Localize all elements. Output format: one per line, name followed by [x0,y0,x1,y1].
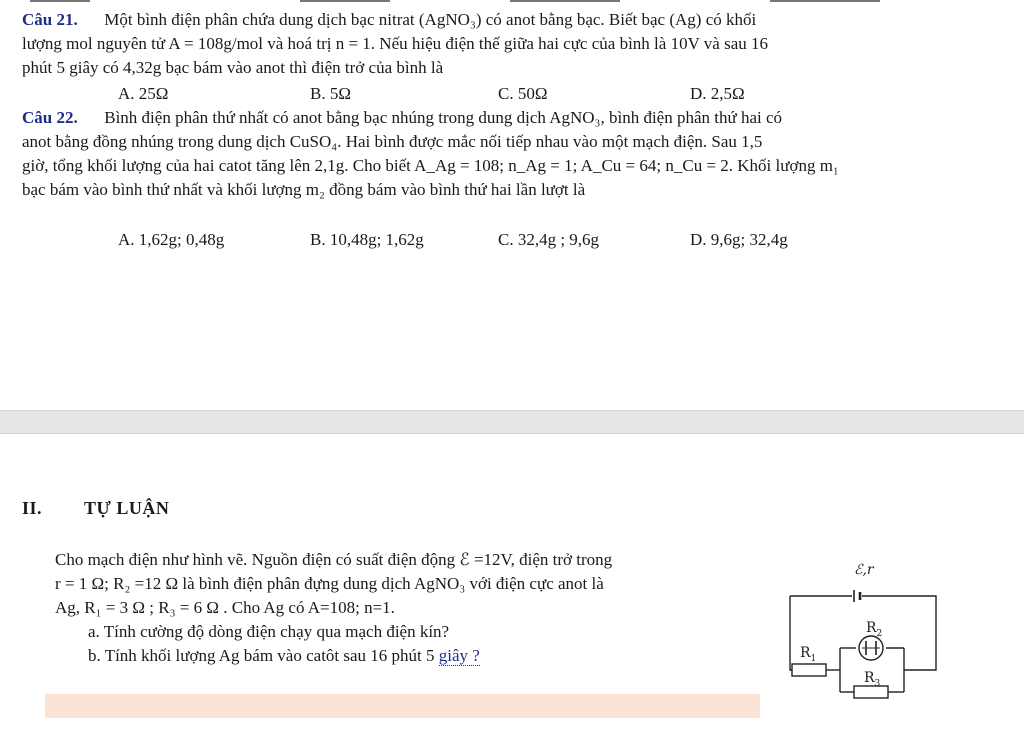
essay-part-b-text: b. Tính khối lượng Ag bám vào catôt sau 16 phút 5 [88,646,439,665]
q21-option-b: B. 5Ω [310,84,351,103]
r1-label: $R_1$ [800,645,817,664]
circuit-diagram [770,552,950,712]
q21-text-line1: Một bình điện phân chứa dung dịch bạc nitrat (AgNO₃) có anot bằng bạc. Biết bạc (Ag) có khối [104,10,757,29]
cropped-previous-row [0,0,1024,4]
essay-line2: r = 1 Ω; R₂ =12 Ω là bình điện phân đựng dung dịch AgNO₃ với điện cực anot là [55,574,604,593]
r2-label: $R_2$ [866,620,883,639]
q22-line2: anot bằng đồng nhúng trong dung dịch CuSO₄. Hai bình được mắc nối tiếp nhau vào một mạch điện. Sau 1,5 [22,132,763,151]
q22-line1 [22,108,782,128]
r3-label: $R_3$ [864,670,881,689]
wire-left [790,596,792,670]
section-heading [22,498,169,519]
essay-line1: Cho mạch điện như hình vẽ. Nguồn điện có suất điện động ℰ =12V, điện trở trong [55,550,613,569]
page-break-band [0,410,1024,434]
section-title: TỰ LUẬN [84,498,170,518]
essay-part-b [88,646,480,666]
q22-line4: bạc bám vào bình thứ nhất và khối lượng m₂ đồng bám vào bình thứ hai lần lượt là [22,180,586,199]
electrolytic-cell-icon [859,636,883,660]
q21-option-c: C. 50Ω [498,84,548,103]
q22-line3: giờ, tổng khối lượng của hai catot tăng lên 2,1g. Cho biết A_Ag = 108; n_Ag = 1; A_Cu = 64; n_Cu = 2. Khối lượng m₁ [22,156,839,175]
r1-resistor [792,664,826,676]
q22-option-c: C. 32,4g ; 9,6g [498,230,600,249]
q22-option-d: D. 9,6g; 32,4g [690,230,788,249]
q21-option-a: A. 25Ω [118,84,169,103]
source-label: ℰ,r [854,562,874,578]
essay-line3: Ag, R₁ = 3 Ω ; R₃ = 6 Ω . Cho Ag có A=108; n=1. [55,598,395,617]
q21-line3: phút 5 giây có 4,32g bạc bám vào anot thì điện trở của bình là [22,58,444,77]
section-number: II. [22,498,43,518]
q21-option-d: D. 2,5Ω [690,84,745,103]
q22-text-line1: Bình điện phân thứ nhất có anot bằng bạc nhúng trong dung dịch AgNO₃, bình điện phân thứ hai có [104,108,783,127]
q22-option-a: A. 1,62g; 0,48g [118,230,225,249]
r3-resistor [854,686,888,698]
q21-line2: lượng mol nguyên tử A = 108g/mol và hoá trị n = 1. Nếu hiệu điện thế giữa hai cực của bình là 10V và sau 16 [22,34,768,53]
q22-option-b: B. 10,48g; 1,62g [310,230,424,249]
highlight-band [45,694,760,718]
q21-label: Câu 21. [22,10,78,29]
q22-label: Câu 22. [22,108,78,127]
essay-part-b-link[interactable]: giây ? [438,646,480,665]
essay-part-a: a. Tính cường độ dòng điện chạy qua mạch điện kín? [88,622,450,641]
q21-line1 [22,10,756,30]
